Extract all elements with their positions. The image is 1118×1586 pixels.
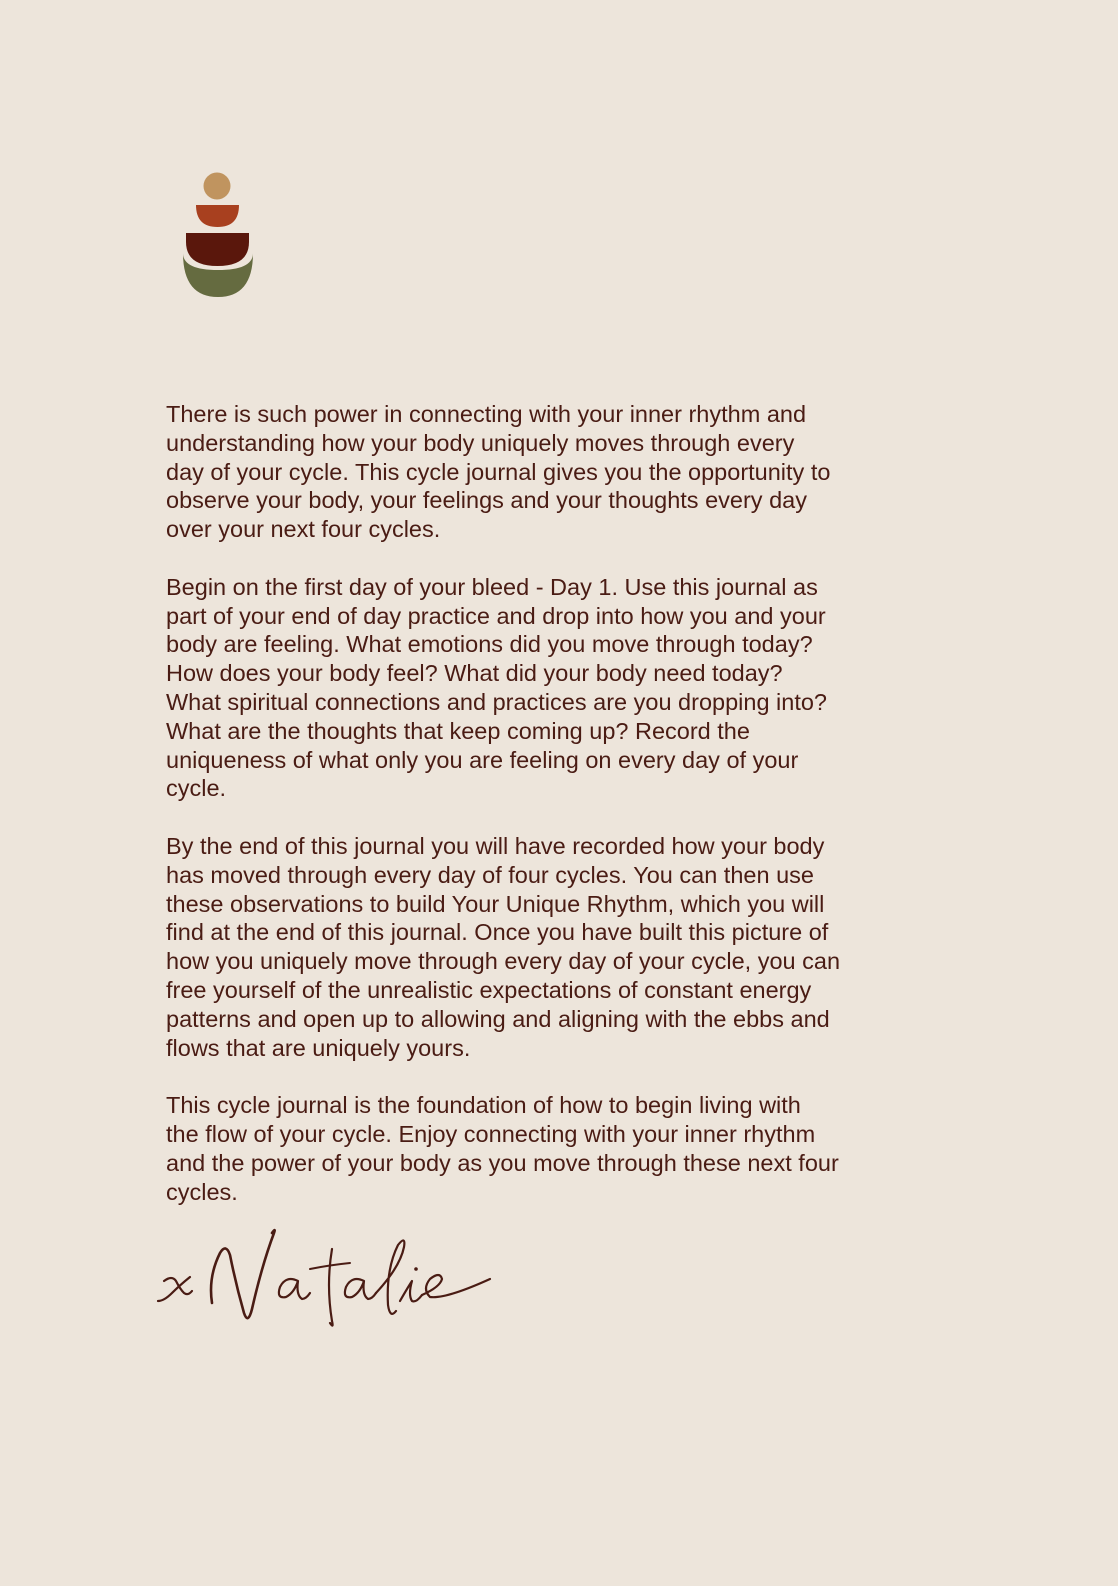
stacked-stones-logo-icon — [180, 170, 262, 304]
logo-bowl-small — [196, 205, 239, 227]
letter-body — [166, 400, 966, 1235]
logo-bowl-medium — [186, 233, 249, 266]
signature-natalie — [150, 1225, 510, 1340]
paragraph-3: By the end of this journal you will have recorded how your body has moved through every day of four cycles. You can then use these observations to build Your Unique Rhythm, which you will find at the end of this journal. Once you have built this picture of how you uniquely move through every day of your cycle, you can free yourself of the unrealistic expectations of constant energy patterns and open up to allowing and aligning with the ebbs and flows that are uniquely yours. — [166, 832, 841, 1061]
logo-dot — [204, 173, 231, 200]
paragraph-4: This cycle journal is the foundation of how to begin living with the flow of your cycle. Enjoy connecting with your inner rhythm and the power of your body as you move through these next four cycles. — [166, 1092, 839, 1205]
paragraph-1: There is such power in connecting with your inner rhythm and understanding how your body uniquely moves through every day of your cycle. This cycle journal gives you the opportunity to observe your body, your feelings and your thoughts every day over your next four cycles. — [166, 401, 831, 543]
paragraph-2: Begin on the first day of your bleed - Day 1. Use this journal as part of your end of day practice and drop into how you and your body are feeling. What emotions did you move through today? How does your body feel? What did your body need today? What spiritual connections and practices are you dropping into? What are the thoughts that keep coming up? Record the uniqueness of what only you are feeling on every day of your cycle. — [166, 573, 827, 802]
